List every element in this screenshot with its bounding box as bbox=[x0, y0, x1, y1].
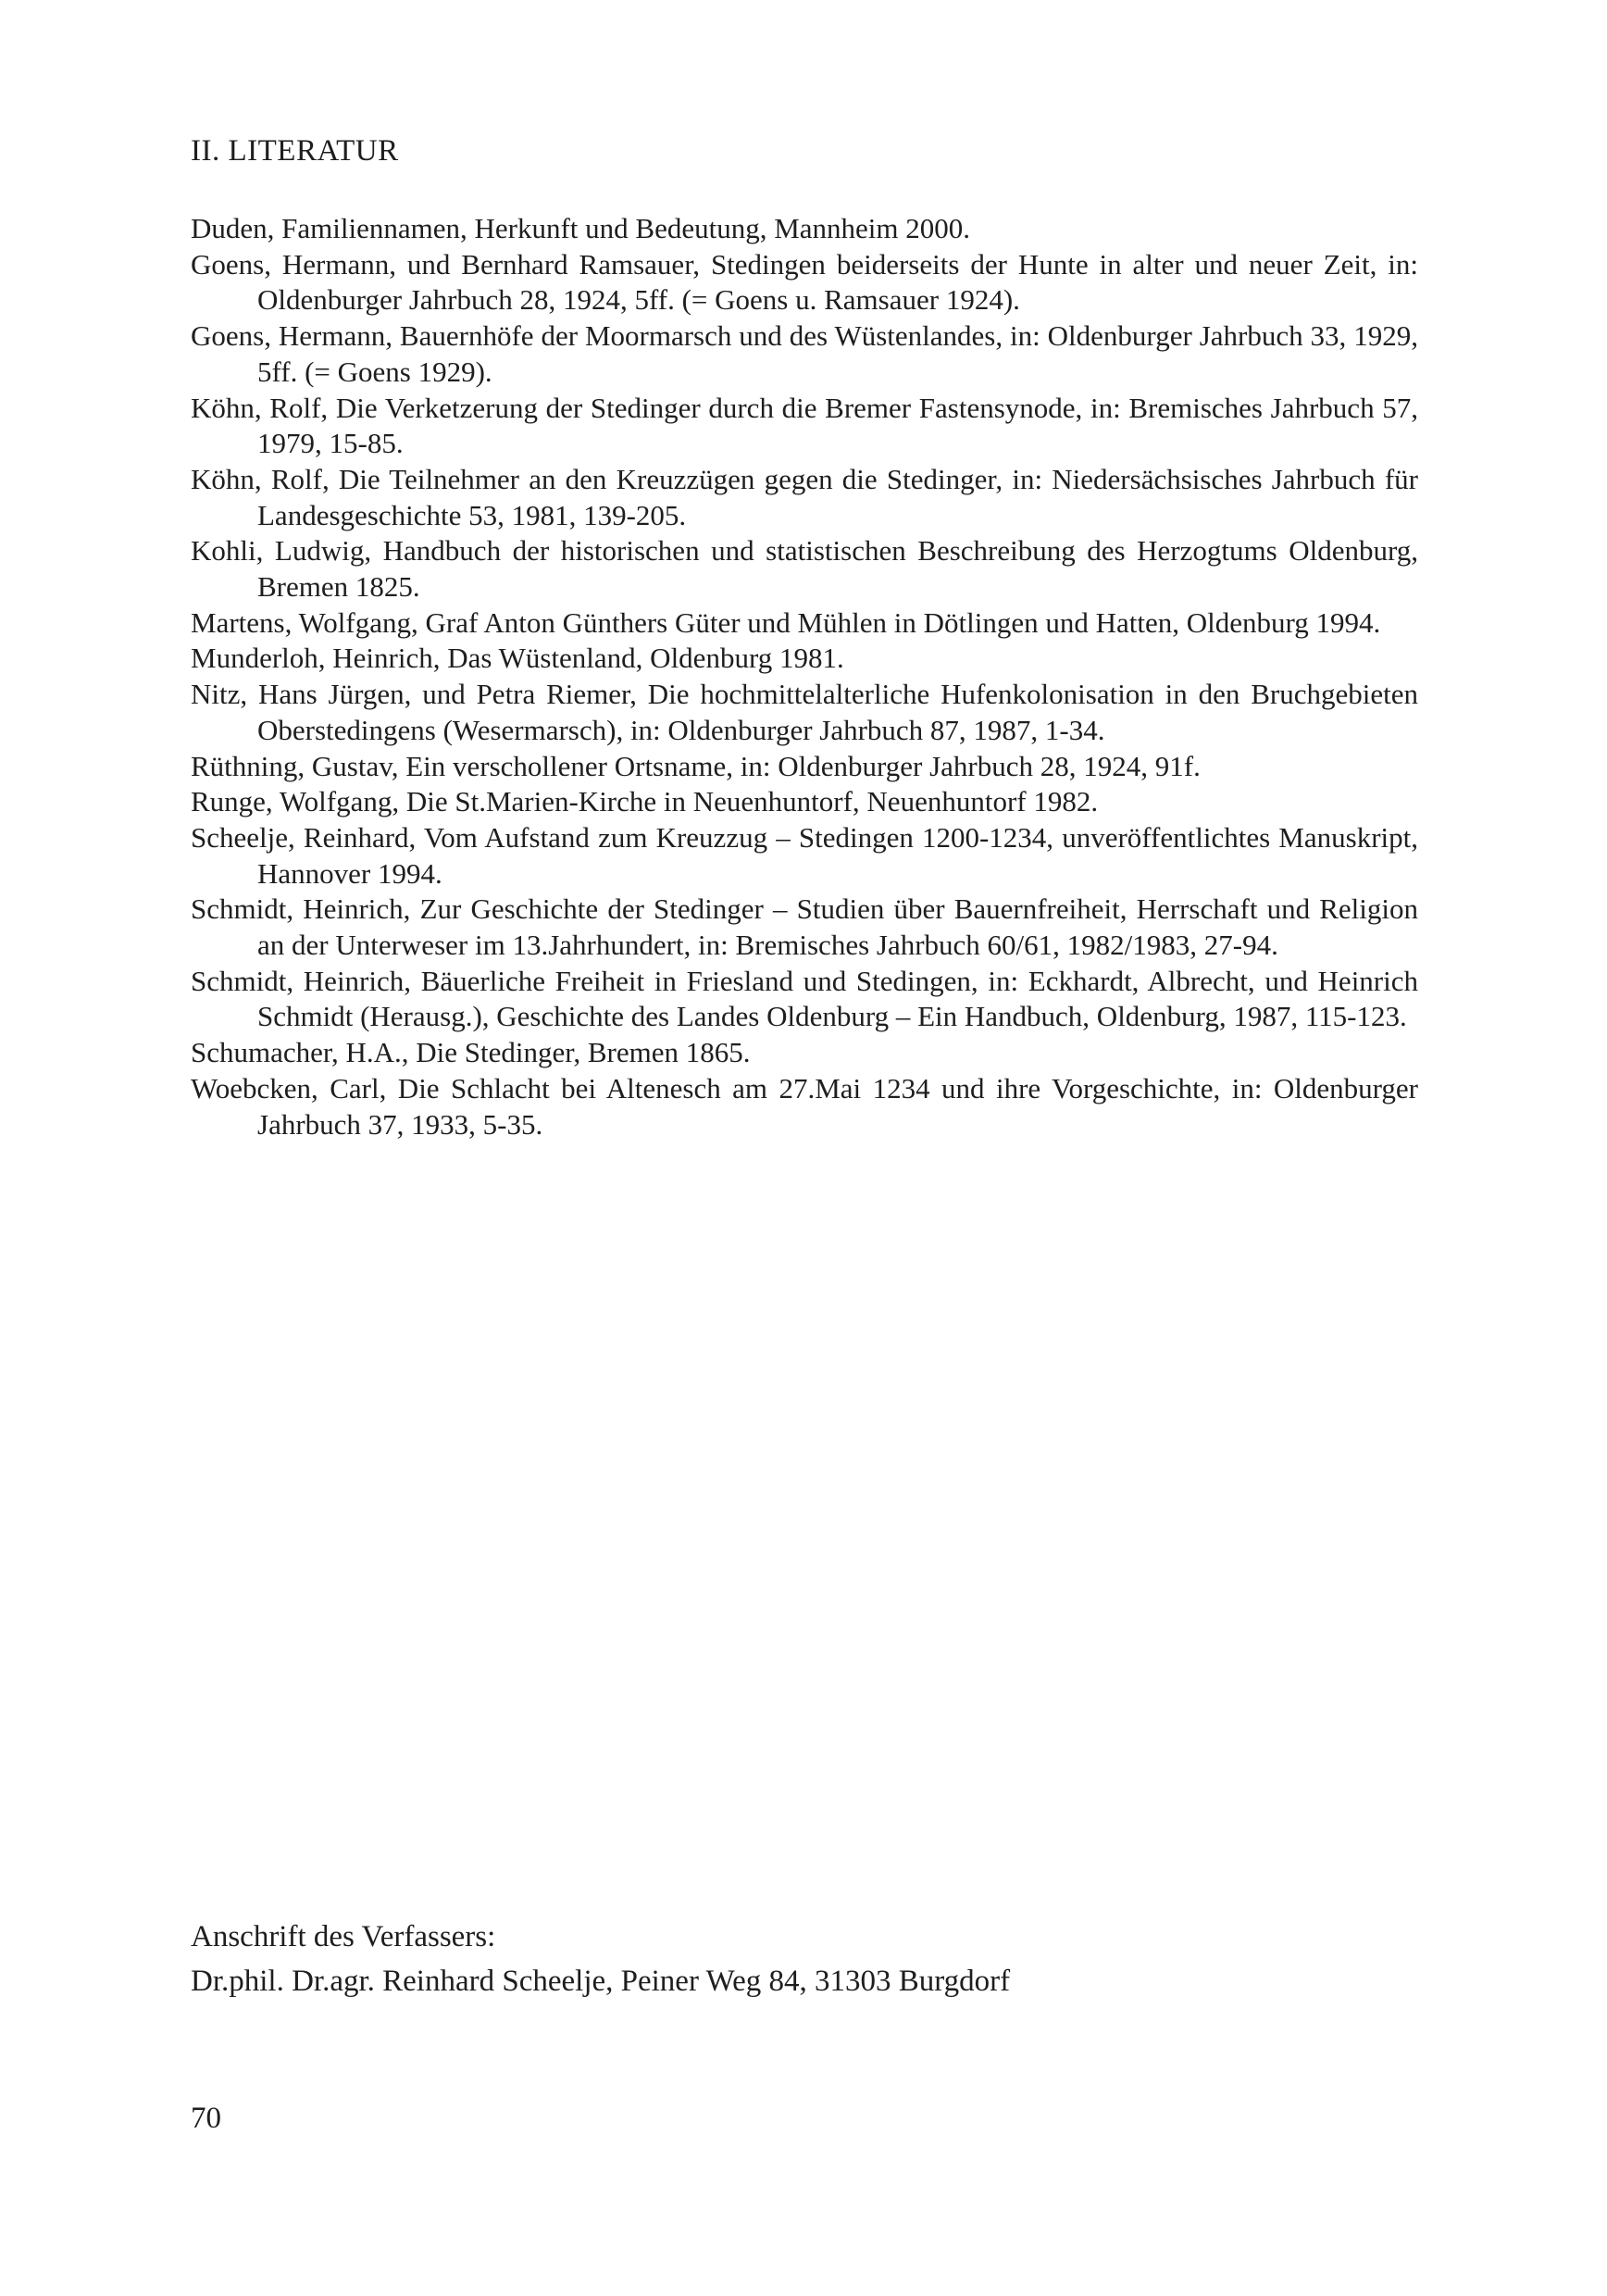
bibliography-entry: Rüthning, Gustav, Ein verschollener Ortsname, in: Oldenburger Jahrbuch 28, 1924, 91f. bbox=[191, 749, 1201, 782]
bibliography-entry: Scheelje, Reinhard, Vom Aufstand zum Kreuzzug – Stedingen 1200-1234, unveröffentlichtes Manuskript, Hannover 1994. bbox=[191, 820, 1418, 890]
bibliography-entry: Duden, Familiennamen, Herkunft und Bedeutung, Mannheim 2000. bbox=[191, 212, 971, 244]
page-number: 70 bbox=[191, 2102, 221, 2135]
address-line: Dr.phil. Dr.agr. Reinhard Scheelje, Peiner Weg 84, 31303 Burgdorf bbox=[191, 1965, 1011, 1998]
section-heading: II. LITERATUR bbox=[191, 134, 399, 168]
bibliography-entry: Köhn, Rolf, Die Teilnehmer an den Kreuzzügen gegen die Stedinger, in: Niedersächsisches Jahrbuch für Landesgeschichte 53, 1981, 139-205. bbox=[191, 462, 1418, 531]
bibliography-entry: Schmidt, Heinrich, Zur Geschichte der Stedinger – Studien über Bauernfreiheit, Herrschaft und Religion an der Unterweser im 13.Jahrhundert, in: Bremisches Jahrbuch 60/61, 1982/1983, 27-94. bbox=[191, 892, 1418, 962]
bibliography-entry: Schumacher, H.A., Die Stedinger, Bremen 1865. bbox=[191, 1036, 751, 1069]
bibliography-entry: Goens, Hermann, Bauernhöfe der Moormarsch und des Wüstenlandes, in: Oldenburger Jahrbuch 33, 1929, 5ff. (= Goens 1929). bbox=[191, 319, 1418, 388]
bibliography-entry: Köhn, Rolf, Die Verketzerung der Stedinger durch die Bremer Fastensynode, in: Bremisches Jahrbuch 57, 1979, 15-85. bbox=[191, 391, 1418, 460]
bibliography-entry: Runge, Wolfgang, Die St.Marien-Kirche in Neuenhuntorf, Neuenhuntorf 1982. bbox=[191, 785, 1099, 818]
bibliography-entry: Schmidt, Heinrich, Bäuerliche Freiheit in Friesland und Stedingen, in: Eckhardt, Albrecht, und Heinrich Schmidt (Herausg.), Geschichte des Landes Oldenburg – Ein Handbuch, Oldenburg, 1987, 115-123. bbox=[191, 964, 1418, 1033]
bibliography-entry: Goens, Hermann, und Bernhard Ramsauer, Stedingen beiderseits der Hunte in alter und neuer Zeit, in: Oldenburger Jahrbuch 28, 1924, 5ff. (= Goens u. Ramsauer 1924). bbox=[191, 247, 1418, 317]
address-label: Anschrift des Verfassers: bbox=[191, 1920, 496, 1953]
bibliography-entry: Munderloh, Heinrich, Das Wüstenland, Oldenburg 1981. bbox=[191, 642, 844, 675]
bibliography-entry: Kohli, Ludwig, Handbuch der historischen und statistischen Beschreibung des Herzogtums Oldenburg, Bremen 1825. bbox=[191, 534, 1418, 604]
bibliography-entry: Martens, Wolfgang, Graf Anton Günthers Güter und Mühlen in Dötlingen und Hatten, Oldenburg 1994. bbox=[191, 605, 1381, 639]
bibliography-list bbox=[191, 211, 1418, 1142]
bibliography-entry: Nitz, Hans Jürgen, und Petra Riemer, Die hochmittelalterliche Hufenkolonisation in den Bruchgebieten Oberstedingens (Wesermarsch), in: Oldenburger Jahrbuch 87, 1987, 1-34. bbox=[191, 678, 1418, 746]
author-address bbox=[191, 1915, 1010, 2003]
bibliography-entry: Woebcken, Carl, Die Schlacht bei Altenesch am 27.Mai 1234 und ihre Vorgeschichte, in: Oldenburger Jahrbuch 37, 1933, 5-35. bbox=[191, 1071, 1418, 1141]
